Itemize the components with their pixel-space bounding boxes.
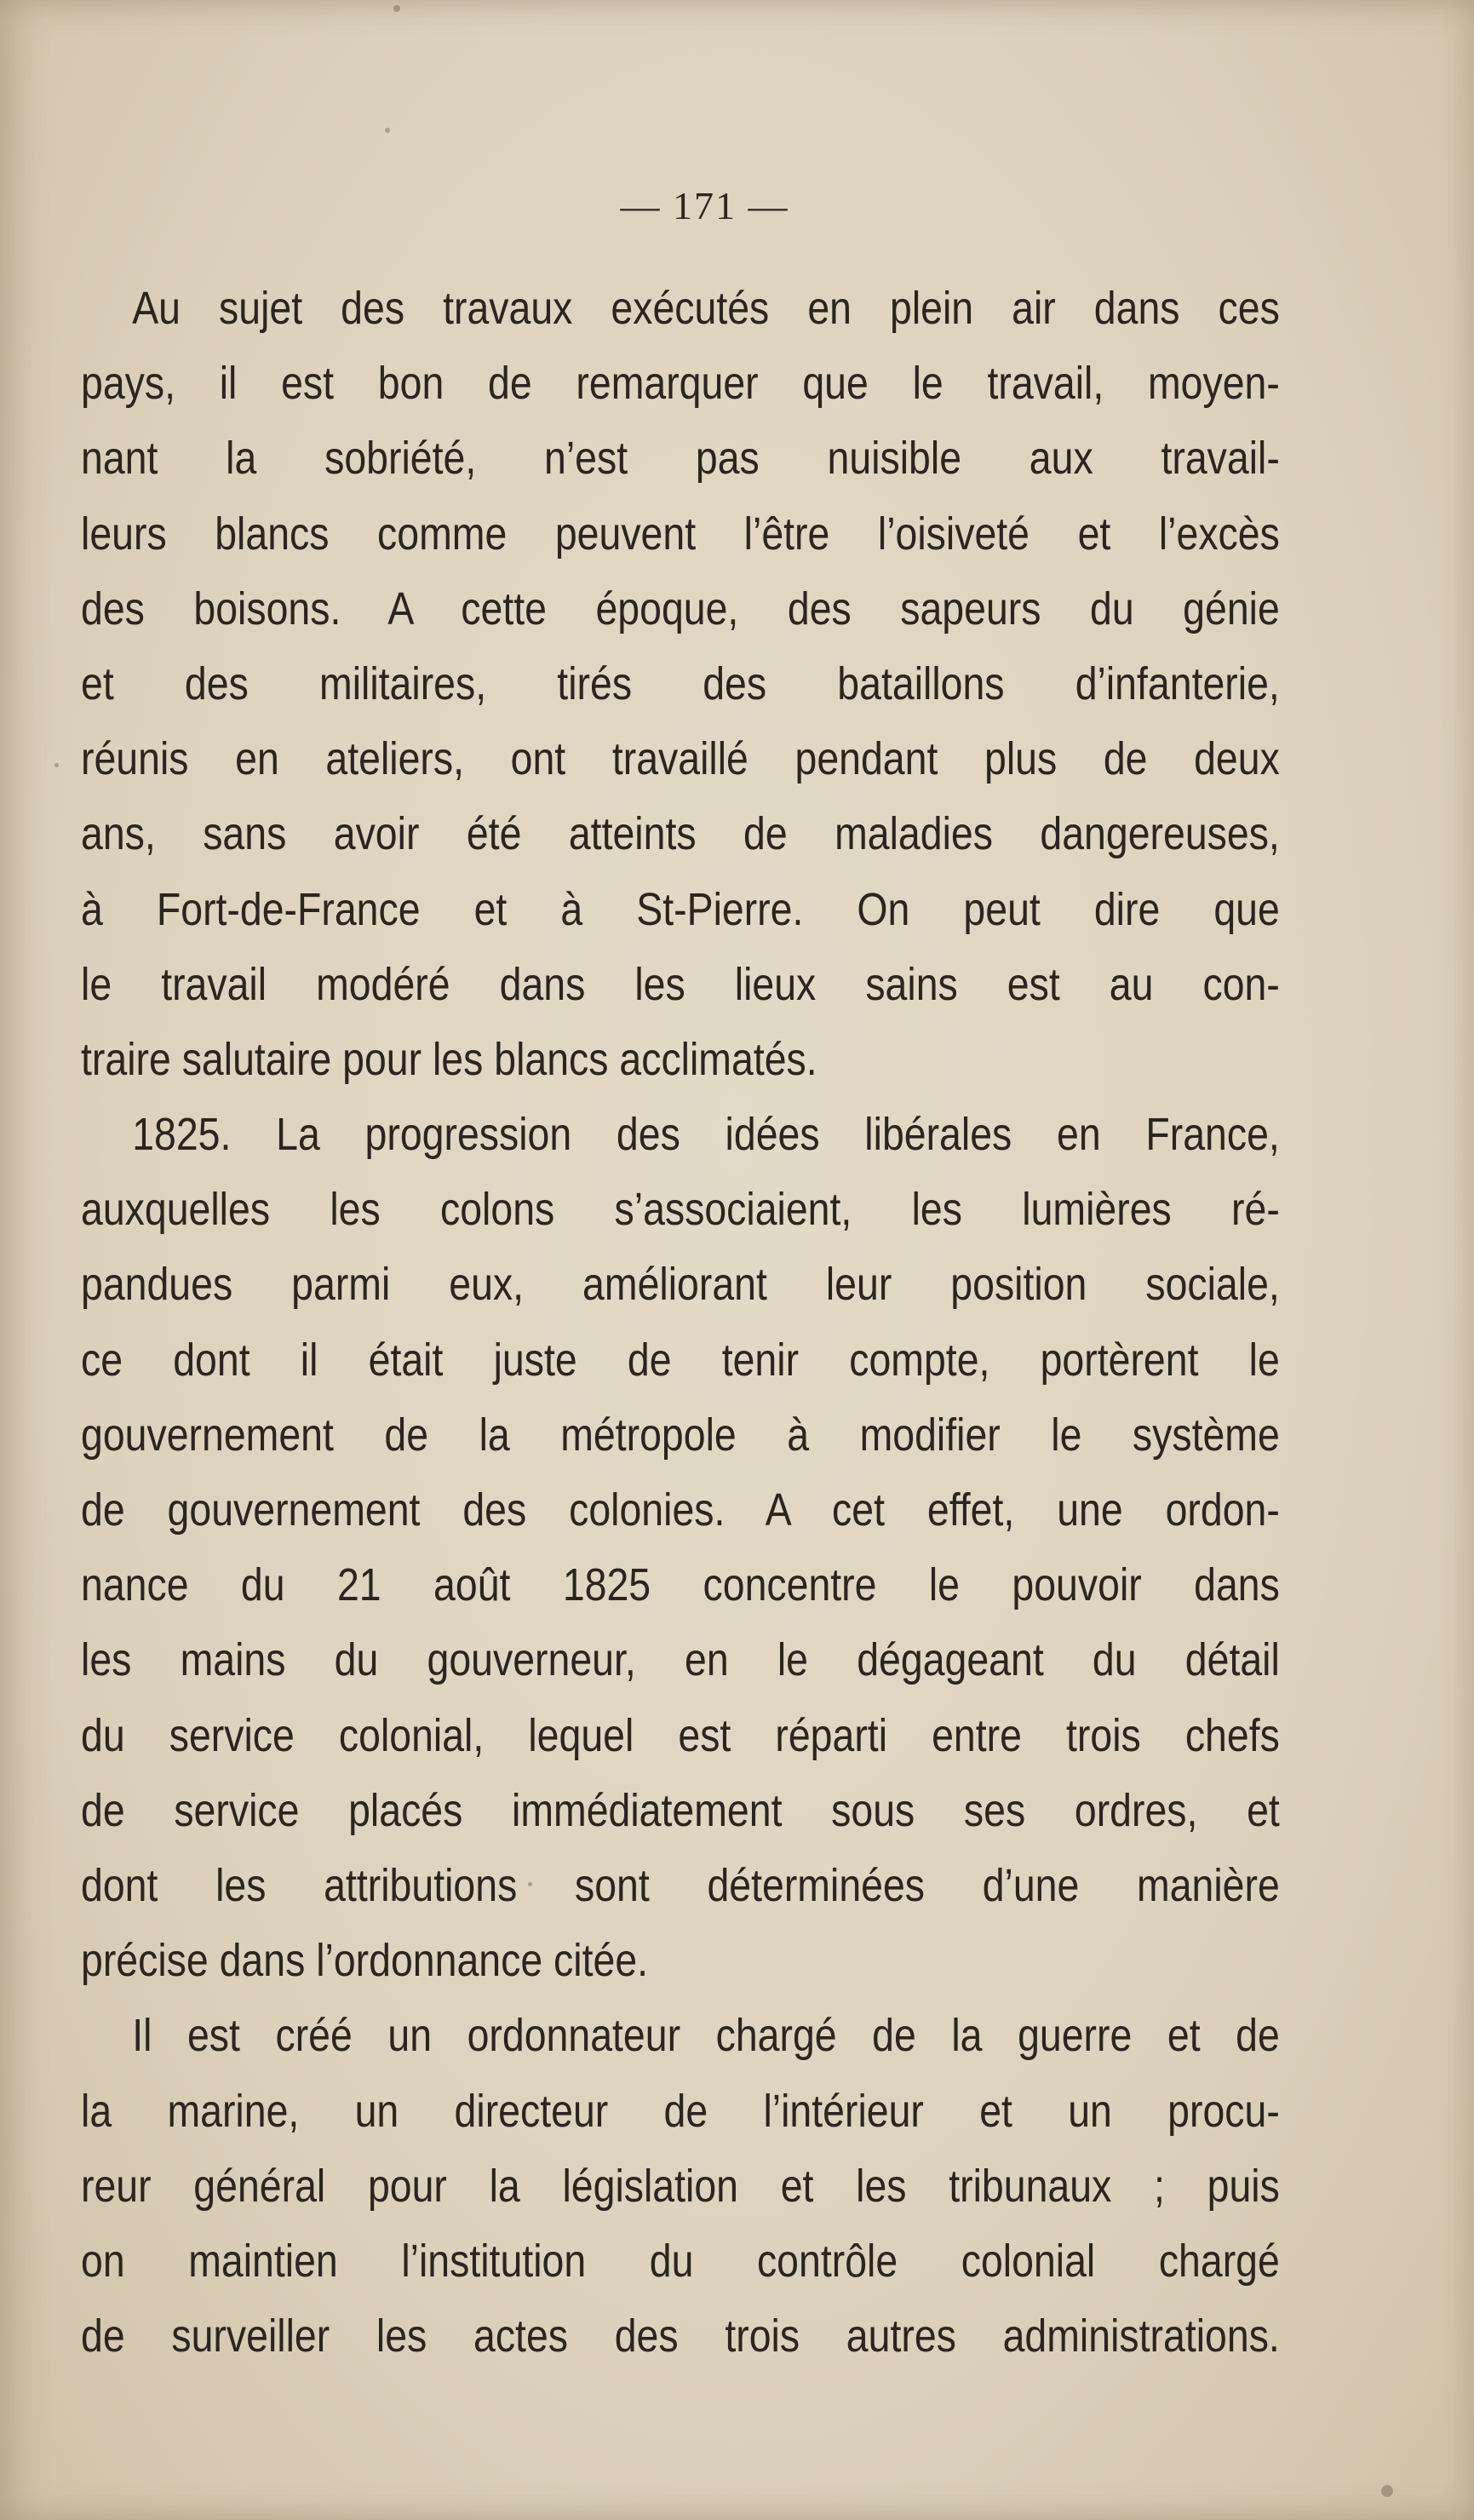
text-line: de gouvernement des colonies. A cet effet, une ordon- xyxy=(81,1484,1280,1536)
text-line: de surveiller les actes des trois autres administrations. xyxy=(81,2310,1280,2362)
text-line: le travail modéré dans les lieux sains est au con- xyxy=(81,958,1280,1010)
text-line: dont les attributions sont déterminées d’une manière xyxy=(81,1859,1280,1911)
paper-speck xyxy=(528,1882,532,1886)
text-line: traire salutaire pour les blancs acclimatés. xyxy=(81,1033,817,1085)
text-line: réunis en ateliers, ont travaillé pendant plus de deux xyxy=(81,733,1280,785)
text-line: leurs blancs comme peuvent l’être l’oisiveté et l’excès xyxy=(81,508,1280,560)
text-line: du service colonial, lequel est réparti entre trois chefs xyxy=(81,1709,1280,1761)
text-line: les mains du gouverneur, en le dégageant du détail xyxy=(81,1634,1280,1686)
paper-speck xyxy=(385,128,390,133)
text-line: la marine, un directeur de l’intérieur et un procu- xyxy=(81,2085,1280,2137)
text-line: Il est créé un ordonnateur chargé de la guerre et de xyxy=(132,2010,1280,2062)
text-line: pandues parmi eux, améliorant leur position sociale, xyxy=(81,1259,1280,1311)
text-line: auxquelles les colons s’associaient, les lumières ré- xyxy=(81,1184,1280,1236)
text-line: nant la sobriété, n’est pas nuisible aux travail- xyxy=(81,433,1280,485)
text-line: de service placés immédiatement sous ses ordres, et xyxy=(81,1784,1280,1836)
paper-speck xyxy=(1381,2485,1393,2497)
text-line: on maintien l’institution du contrôle colonial chargé xyxy=(81,2235,1280,2287)
text-line: et des militaires, tirés des bataillons d’infanterie, xyxy=(81,657,1280,709)
text-line: nance du 21 août 1825 concentre le pouvoir dans xyxy=(81,1559,1280,1611)
body-text xyxy=(81,271,1280,2374)
page-number: — 171 — xyxy=(620,184,789,227)
text-line: pays, il est bon de remarquer que le travail, moyen- xyxy=(81,358,1280,410)
text-line: ce dont il était juste de tenir compte, portèrent le xyxy=(81,1334,1280,1386)
paper-speck xyxy=(393,5,400,12)
text-line: à Fort-de-France et à St-Pierre. On peut dire que xyxy=(81,883,1280,935)
text-line: ans, sans avoir été atteints de maladies dangereuses, xyxy=(81,808,1280,860)
text-line: gouvernement de la métropole à modifier le système xyxy=(81,1409,1280,1461)
paper-speck xyxy=(54,763,59,767)
text-line: Au sujet des travaux exécutés en plein air dans ces xyxy=(132,283,1280,334)
text-line: précise dans l’ordonnance citée. xyxy=(81,1935,649,1987)
text-line: 1825. La progression des idées libérales en France, xyxy=(132,1109,1280,1161)
text-line: reur général pour la législation et les tribunaux ; puis xyxy=(81,2160,1280,2212)
text-line: des boisons. A cette époque, des sapeurs du génie xyxy=(81,583,1280,634)
